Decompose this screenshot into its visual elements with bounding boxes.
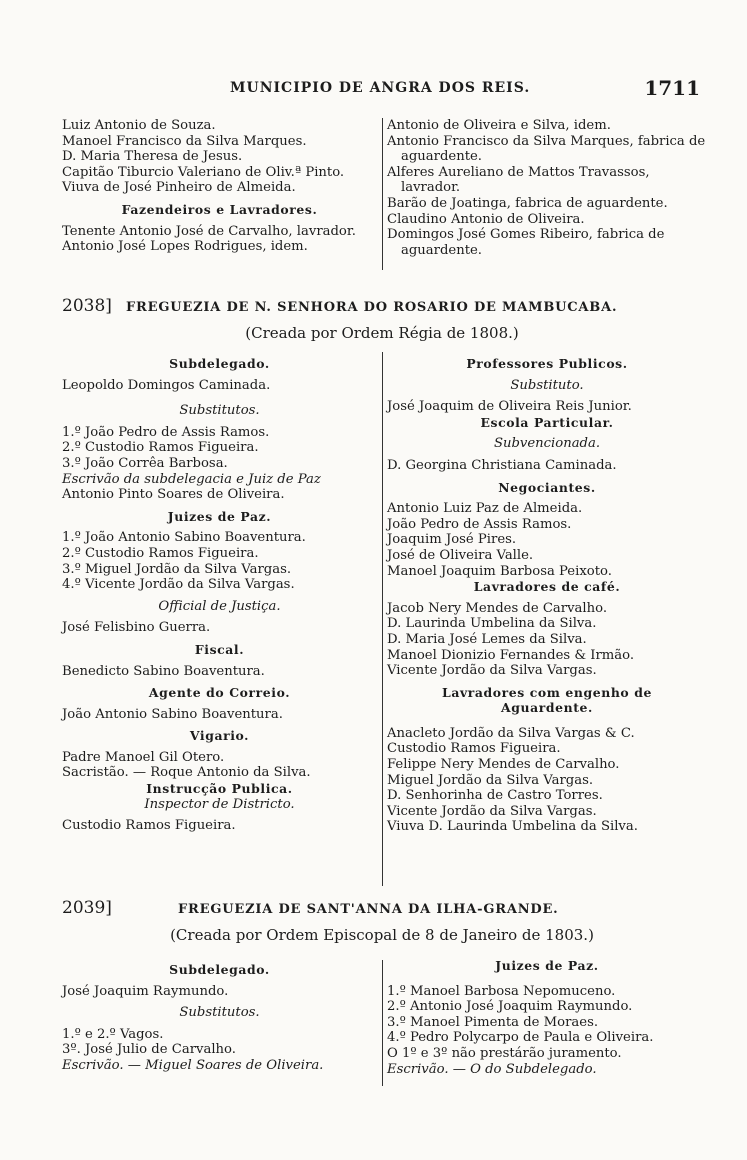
list-item: 4.º Pedro Polycarpo de Paula e Oliveira. [387,1030,654,1046]
list-item: João Pedro de Assis Ramos. [387,516,572,532]
list-item: D. Georgina Christiana Caminada. [387,457,617,473]
list-item: Barão de Joatinga, fabrica de aguardente. [387,195,668,211]
list-item: Antonio José Lopes Rodrigues, idem. [62,239,308,255]
section-heading: Substituto. [510,377,584,393]
parish-name: FREGUEZIA DE N. SENHORA DO ROSARIO DE MAMBUCABA. [126,300,618,315]
section-heading: Fazendeiros e Lavradores. [121,201,318,217]
page-header [60,78,700,102]
list-item: 2.º Custodio Ramos Figueira. [62,545,259,561]
top-left-column [62,118,377,255]
parish-name: FREGUEZIA DE SANT'ANNA DA ILHA-GRANDE. [178,902,559,917]
parish-creation: (Creada por Ordem Régia de 1808.) [245,324,519,342]
entry-number: 2039] [62,898,112,918]
section-heading: Agente do Correio. [148,685,291,701]
list-item: Felippe Nery Mendes de Carvalho. [387,757,620,773]
list-item: Antonio de Oliveira e Silva, idem. [387,118,611,133]
column-divider [382,352,383,886]
column-divider [382,118,383,270]
page-title: MUNICIPIO DE ANGRA DOS REIS. [230,80,531,96]
list-item: O 1º e 3º não prestárão juramento. [387,1045,622,1061]
section-heading: Professores Publicos. [466,356,628,371]
list-item: Escrivão. — O do Subdelegado. [387,1061,597,1077]
top-right-column [387,118,707,258]
list-item: Joaquim José Pires. [387,532,517,548]
list-item: Luiz Antonio de Souza. [62,118,216,133]
list-item: Padre Manoel Gil Otero. [62,749,225,765]
list-item: Domingos José Gomes Ribeiro, fabrica de aguardente. [387,227,665,258]
parish-2039-left-column [62,962,377,1074]
list-item: José de Oliveira Valle. [387,547,534,563]
list-item: Antonio Pinto Soares de Oliveira. [62,487,285,503]
list-item: Vicente Jordão da Silva Vargas. [387,803,597,819]
list-item: 1.º Manoel Barbosa Nepomuceno. [387,983,616,999]
column-divider [382,960,383,1086]
section-heading: Subdelegado. [169,356,270,371]
section-heading: Lavradores com engenho de Aguardente. [442,684,652,716]
list-item: 1.º e 2.º Vagos. [62,1026,164,1042]
section-heading: Vigario. [189,728,250,744]
list-item: José Joaquim Raymundo. [62,983,229,999]
list-item: Miguel Jordão da Silva Vargas. [387,772,594,788]
parish-2039-right-column [387,958,707,1077]
entry-number: 2038] [62,296,112,316]
list-item: D. Senhorinha de Castro Torres. [387,788,603,804]
list-item: D. Maria José Lemes da Silva. [387,631,587,647]
list-item: 2.º Antonio José Joaquim Raymundo. [387,999,633,1015]
list-item: Viuva D. Laurinda Umbelina da Silva. [387,819,638,835]
list-item: Manoel Dionizio Fernandes & Irmão. [387,647,635,663]
section-heading: Fiscal. [194,641,245,657]
parish-creation: (Creada por Ordem Episcopal de 8 de Janeiro de 1803.) [170,926,594,944]
list-item: Vicente Jordão da Silva Vargas. [387,663,597,679]
parish-2038-left-column [62,356,377,834]
list-item: Viuva de José Pinheiro de Almeida. [62,180,296,196]
list-item: Benedicto Sabino Boaventura. [62,663,265,679]
list-item: Manoel Joaquim Barbosa Peixoto. [387,563,612,579]
list-item: João Antonio Sabino Boaventura. [62,706,283,722]
section-heading: Subdelegado. [169,962,270,977]
list-item: 3º. José Julio de Carvalho. [62,1042,236,1058]
list-item: Manoel Francisco da Silva Marques. [62,133,307,149]
list-item: Leopoldo Domingos Caminada. [62,377,271,393]
section-heading: Instrucção Publica. [146,781,293,797]
list-item: Escrivão da subdelegacia e Juiz de Paz [62,471,321,487]
list-item: Antonio Francisco da Silva Marques, fabrica de aguardente. [387,133,706,165]
list-item: D. Laurinda Umbelina da Silva. [387,616,597,632]
list-item: Alferes Aureliano de Mattos Travassos, lavrador. [387,164,650,196]
list-item: Escrivão. — Miguel Soares de Oliveira. [62,1057,324,1073]
list-item: Anacleto Jordão da Silva Vargas & C. [387,725,635,741]
list-item: Jacob Nery Mendes de Carvalho. [387,600,608,616]
list-item: Custodio Ramos Figueira. [387,741,561,757]
section-heading: Negociantes. [498,479,596,495]
section-heading: Lavradores de café. [473,579,621,595]
list-item: 2.º Custodio Ramos Figueira. [62,440,259,456]
list-item: Custodio Ramos Figueira. [62,818,236,834]
section-heading: Juizes de Paz. [167,508,272,524]
list-item: Sacristão. — Roque Antonio da Silva. [62,765,311,781]
section-heading: Official de Justiça. [158,598,281,614]
list-item: 1.º João Antonio Sabino Boaventura. [62,530,306,546]
list-item: D. Maria Theresa de Jesus. [62,149,243,165]
section-heading: Subvencionada. [493,436,601,452]
list-item: José Felisbino Guerra. [62,620,211,636]
section-heading: Substitutos. [179,403,260,419]
list-item: 1.º João Pedro de Assis Ramos. [62,424,270,440]
list-item: 4.º Vicente Jordão da Silva Vargas. [62,577,295,593]
section-heading: Escola Particular. [480,414,614,430]
list-item: Antonio Luiz Paz de Almeida. [387,501,583,517]
list-item: 3.º João Corrêa Barbosa. [62,455,228,471]
page-number: 1711 [644,76,700,100]
list-item: Capitão Tiburcio Valeriano de Oliv.ª Pinto. [62,164,345,180]
section-heading: Inspector de Districto. [144,796,295,812]
list-item: 3.º Manoel Pimenta de Moraes. [387,1014,599,1030]
list-item: José Joaquim de Oliveira Reis Junior. [387,399,632,415]
section-heading: Substitutos. [179,1005,260,1021]
section-heading: Juizes de Paz. [495,958,599,973]
list-item: Claudino Antonio de Oliveira. [387,211,585,227]
list-item: 3.º Miguel Jordão da Silva Vargas. [62,561,292,577]
list-item: Tenente Antonio José de Carvalho, lavrador. [62,223,356,239]
parish-2038-right-column [387,356,707,835]
